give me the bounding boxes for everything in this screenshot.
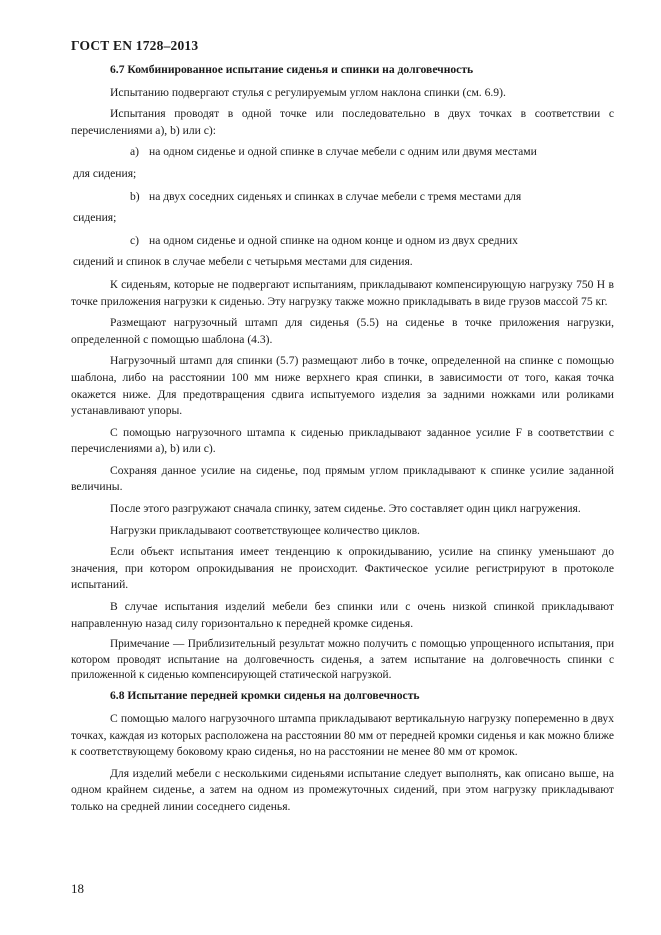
list-marker: c) bbox=[130, 233, 140, 247]
list-item bbox=[71, 144, 614, 161]
paragraph: Размещают нагрузочный штамп для сиденья (5.5) на сиденье в точке приложения нагрузки, определенной с помощью шаблона (4.3). bbox=[71, 316, 614, 346]
paragraph: В случае испытания изделий мебели без спинки или с очень низкой спинкой прикладывают направленную назад силу горизонтально к передней кромке сиденья. bbox=[71, 600, 614, 630]
document-header: ГОСТ EN 1728–2013 bbox=[71, 38, 199, 53]
paragraph: Нагрузки прикладывают соответствующее количество циклов. bbox=[110, 523, 420, 537]
paragraph: С помощью малого нагрузочного штампа прикладывают вертикальную нагрузку попеременно в двух точках, каждая из которых расположена на расстоянии 80 мм от передней кромки сиденья и как можно ближе к соответствующему боковому краю сиденья, но на расстоянии не менее 80 мм от кромок. bbox=[71, 712, 614, 759]
page-content bbox=[71, 62, 614, 821]
note: Примечание — Приблизительный результат можно получить с помощью упрощенного испытания, при котором проводят испытание на долговечность сиденья, а затем испытание на долговечность спинки с приложенной к сиденью компенсирующей статической нагрузкой. bbox=[71, 638, 614, 682]
section-6-7-heading: 6.7 Комбинированное испытание сиденья и спинки на долговечность bbox=[110, 63, 474, 76]
paragraph: К сиденьям, которые не подвергают испытаниям, прикладывают компенсирующую нагрузку 750 Н в точке приложения нагрузки к сиденью. Эту нагрузку также можно прикладывать в виде грузов массой 75 кг. bbox=[71, 277, 614, 308]
list-item-continuation: сидения; bbox=[73, 211, 117, 225]
section-6-8-heading: 6.8 Испытание передней кромки сиденья на долговечность bbox=[110, 689, 420, 703]
list-item-text: на одном сиденье и одной спинке в случае мебели с одним или двумя местами bbox=[149, 145, 537, 159]
list-item-text: на двух соседних сиденьях и спинках в случае мебели с тремя местами для bbox=[149, 189, 522, 203]
paragraph: После этого разгружают сначала спинку, затем сиденье. Это составляет один цикл нагружения. bbox=[110, 502, 581, 516]
paragraph: Если объект испытания имеет тенденцию к опрокидыванию, усилие на спинку уменьшают до значения, при котором опрокидывания не происходит. Фактическое усилие регистрируют в протоколе испытаний. bbox=[71, 545, 614, 592]
list-marker: a) bbox=[130, 145, 140, 159]
list-marker: b) bbox=[130, 189, 140, 203]
list-item bbox=[71, 189, 614, 206]
paragraph: Сохраняя данное усилие на сиденье, под прямым углом прикладывают к спинке усилие заданной величины. bbox=[71, 463, 614, 494]
list-item-text: на одном сиденье и одной спинке на одном конце и одном из двух средних bbox=[149, 233, 518, 247]
paragraph: Нагрузочный штамп для спинки (5.7) размещают либо в точке, определенной на спинке с помощью шаблона, либо на расстоянии 100 мм ниже верхнего края спинки, в зависимости от того, какая точка окажется ниже. Для предотвращения сдвига испытуемого изделия за задними ножками или роликами устанавливают упоры. bbox=[71, 354, 614, 418]
paragraph: Для изделий мебели с несколькими сиденьями испытание следует выполнять, как описано выше, на одном крайнем сиденье, а затем на одном из промежуточных сидений, при этом нагрузку прикладывают только на средней линии соседнего сиденья. bbox=[71, 766, 614, 813]
paragraph: Испытанию подвергают стулья с регулируемым углом наклона спинки (см. 6.9). bbox=[110, 85, 506, 99]
page-number: 18 bbox=[71, 881, 84, 896]
list-item-continuation: для сидения; bbox=[73, 166, 137, 180]
list-item bbox=[71, 233, 614, 250]
paragraph: Испытания проводят в одной точке или последовательно в двух точках в соответствии с перечислениями а), b) или с): bbox=[71, 107, 614, 137]
paragraph: С помощью нагрузочного штампа к сиденью прикладывают заданное усилие F в соответствии с перечислениями а), b) или с). bbox=[71, 425, 614, 456]
list-item-continuation: сидений и спинок в случае мебели с четырьмя местами для сидения. bbox=[73, 255, 413, 269]
